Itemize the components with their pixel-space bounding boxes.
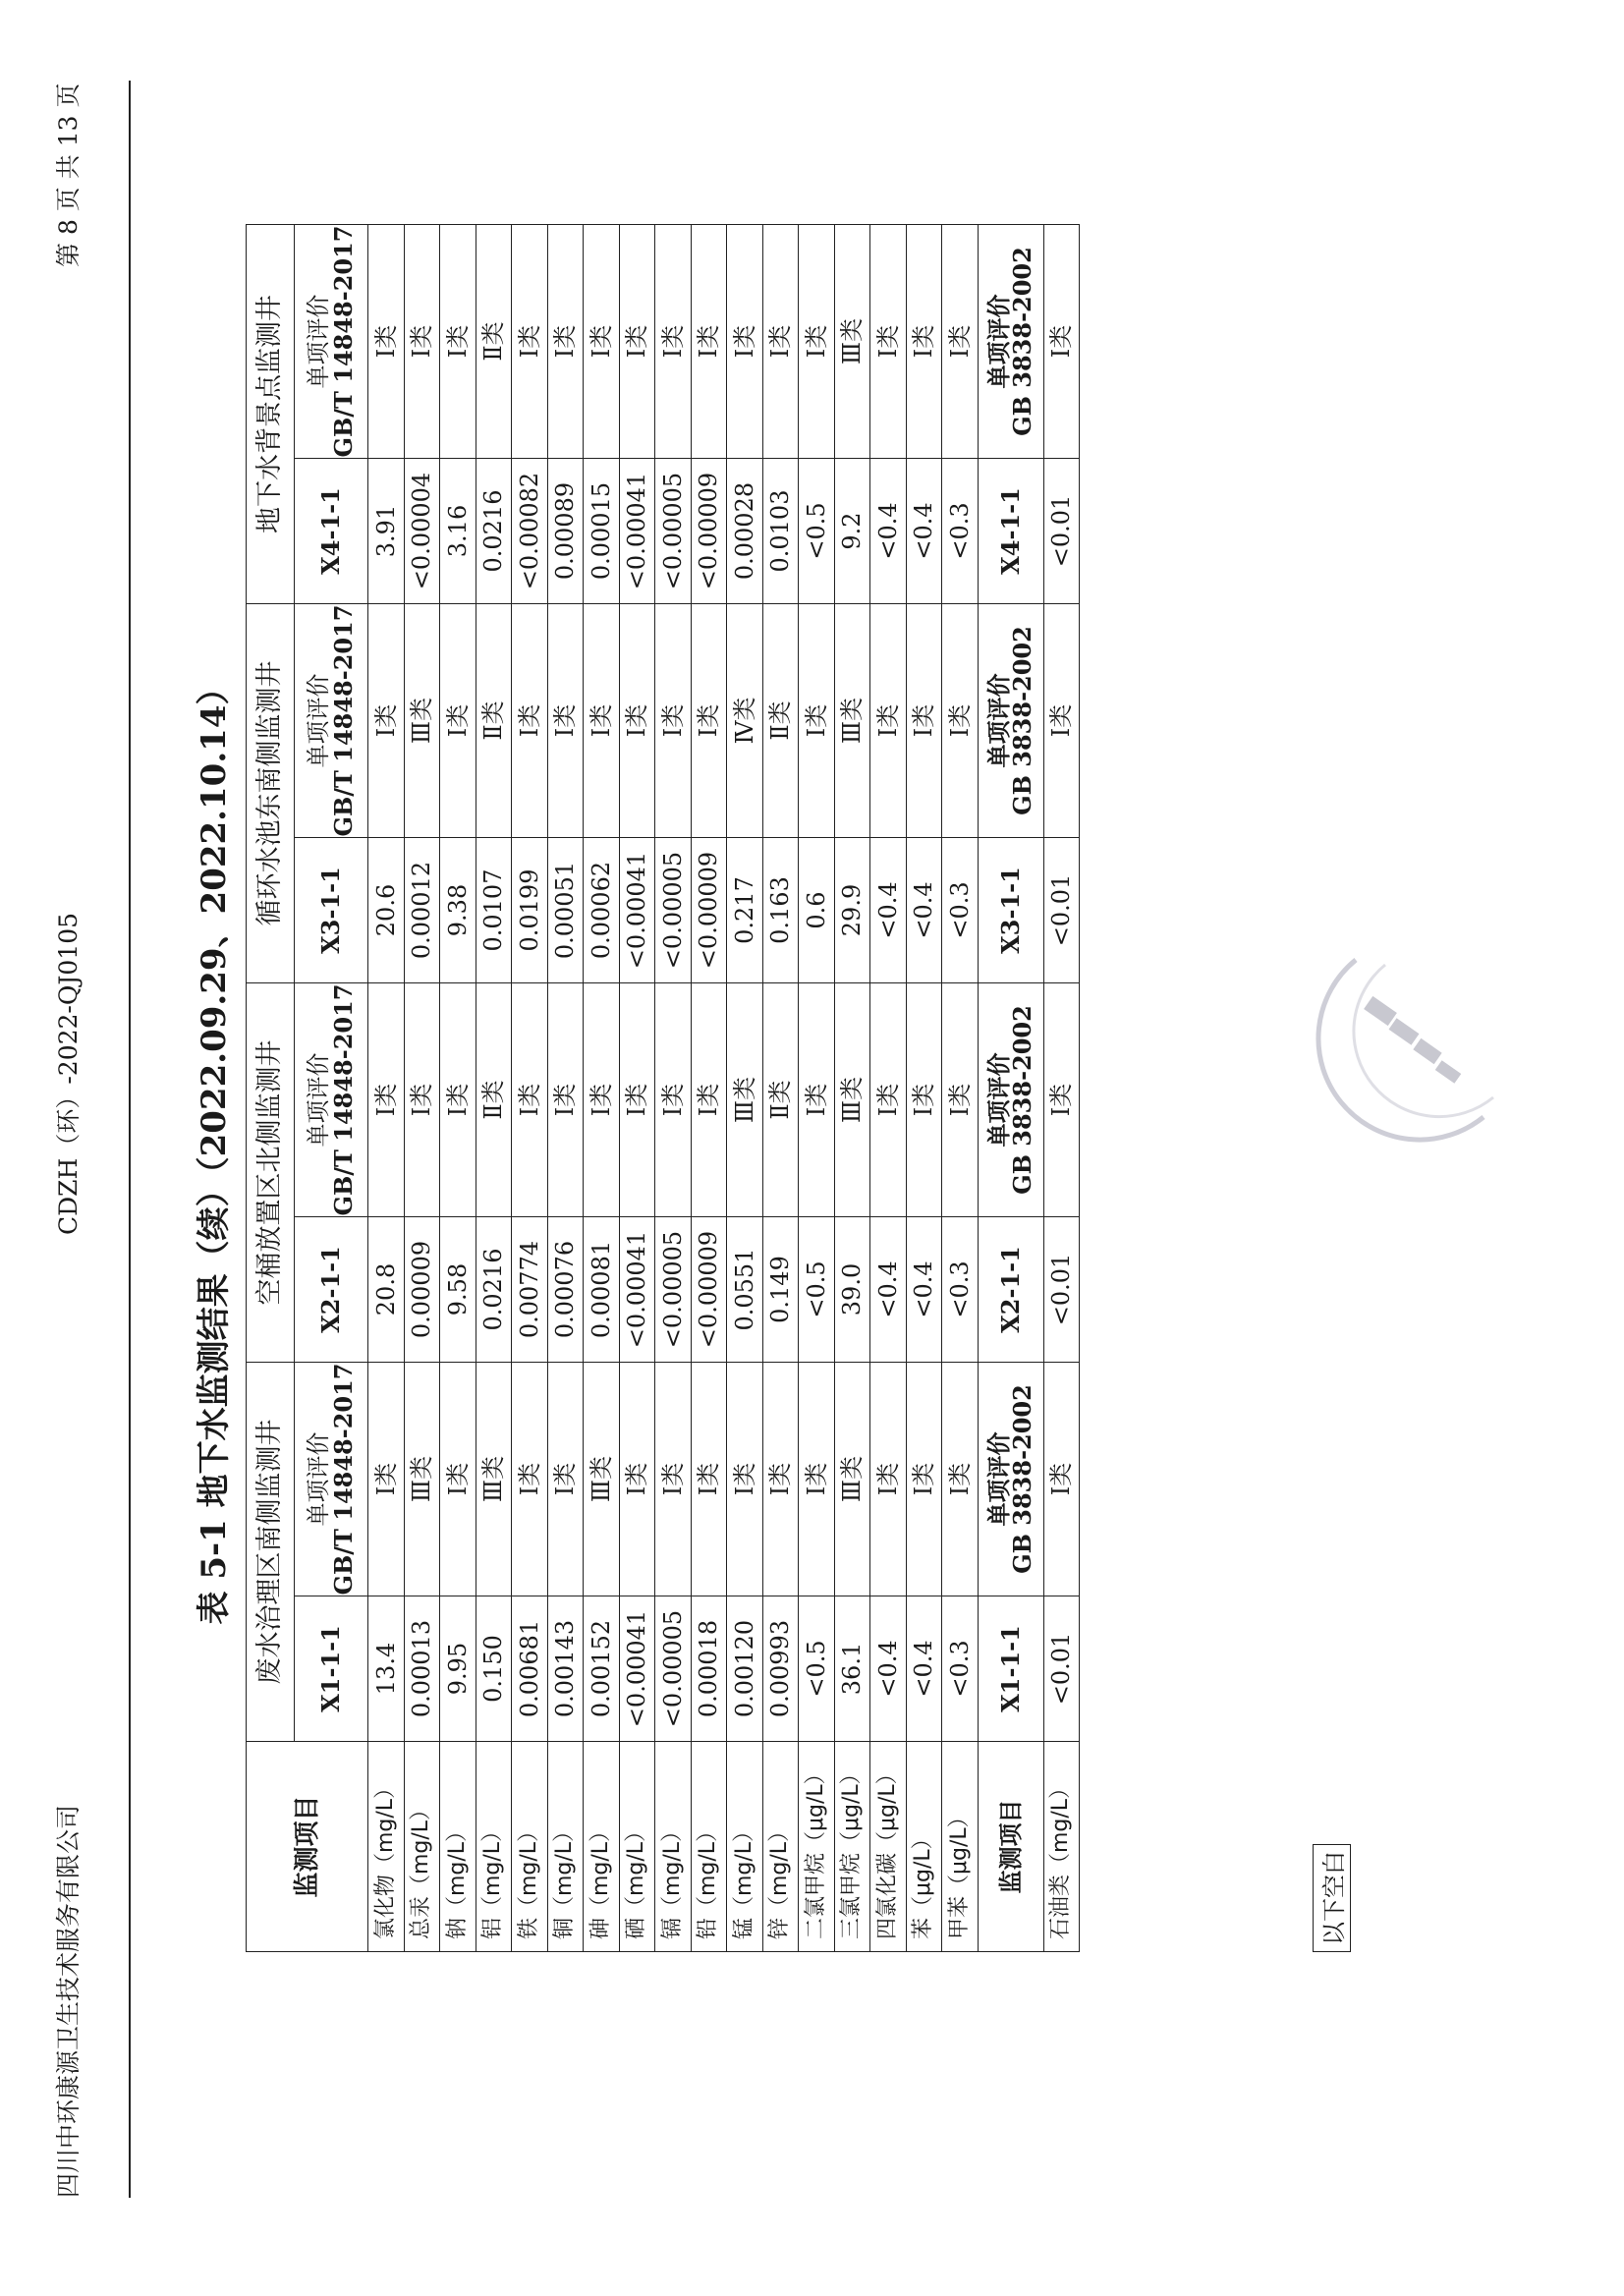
measured-value: <0.4 <box>870 1217 907 1363</box>
eval-header: 单项评价 GB/T 14848-2017 <box>295 1363 368 1596</box>
measured-value: <0.4 <box>870 459 907 604</box>
measured-value: <0.00009 <box>691 459 727 604</box>
evaluation-class: Ⅲ类 <box>404 1363 440 1596</box>
parameter-name: 砷（mg/L） <box>584 1742 620 1952</box>
measured-value: 9.58 <box>440 1217 476 1363</box>
document-number: CDZH（环）-2022-QJ0105 <box>54 912 83 1235</box>
end-of-table-note: 以下空白 <box>1313 1844 1351 1952</box>
measured-value: <0.00005 <box>655 1596 692 1742</box>
evaluation-class: Ⅰ类 <box>404 225 440 459</box>
evaluation-class: Ⅰ类 <box>584 604 620 838</box>
table-row <box>834 225 870 1952</box>
measured-value: <0.3 <box>942 1217 979 1363</box>
evaluation-class: Ⅰ类 <box>440 604 476 838</box>
parameter-name: 铝（mg/L） <box>476 1742 512 1952</box>
evaluation-class: Ⅰ类 <box>619 225 655 459</box>
measured-value: 0.00018 <box>691 1596 727 1742</box>
evaluation-class: Ⅰ类 <box>799 225 835 459</box>
measured-value: 3.91 <box>368 459 405 604</box>
evaluation-class: Ⅰ类 <box>906 225 942 459</box>
results-body <box>368 225 979 1952</box>
evaluation-class: Ⅰ类 <box>655 983 692 1217</box>
parameter-name: 铅（mg/L） <box>691 1742 727 1952</box>
measured-value: <0.01 <box>1043 1217 1080 1363</box>
table-row <box>727 225 763 1952</box>
measured-value: <0.00041 <box>619 1596 655 1742</box>
evaluation-class: Ⅲ类 <box>834 1363 870 1596</box>
measured-value: <0.4 <box>906 1217 942 1363</box>
evaluation-class: Ⅰ类 <box>799 1363 835 1596</box>
evaluation-class: Ⅲ类 <box>476 1363 512 1596</box>
parameter-name: 苯（μg/L） <box>906 1742 942 1952</box>
evaluation-class: Ⅰ类 <box>727 1363 763 1596</box>
evaluation-class: Ⅰ类 <box>512 225 548 459</box>
evaluation-class: Ⅰ类 <box>547 983 584 1217</box>
measured-value: <0.4 <box>870 838 907 983</box>
table-row <box>655 225 692 1952</box>
measured-value: 0.00076 <box>547 1217 584 1363</box>
evaluation-class: Ⅰ类 <box>942 983 979 1217</box>
measured-value: <0.01 <box>1043 838 1080 983</box>
company-name: 四川中环康源卫生技术服务有限公司 <box>54 1804 83 2198</box>
measured-value: <0.3 <box>942 838 979 983</box>
measured-value: 0.0551 <box>727 1217 763 1363</box>
parameter-name: 三氯甲烷（μg/L） <box>834 1742 870 1952</box>
evaluation-class: Ⅰ类 <box>368 983 405 1217</box>
parameter-name: 石油类（mg/L） <box>1043 1742 1080 1952</box>
evaluation-class: Ⅰ类 <box>691 983 727 1217</box>
site-code: X3-1-1 <box>978 838 1043 983</box>
measured-value: 0.00089 <box>547 459 584 604</box>
measured-value: <0.00041 <box>619 838 655 983</box>
evaluation-class: Ⅰ类 <box>512 1363 548 1596</box>
evaluation-class: Ⅰ类 <box>440 1363 476 1596</box>
table-row <box>476 225 512 1952</box>
site-code: X4-1-1 <box>978 459 1043 604</box>
group-header: 循环水池东南侧监测井 <box>247 604 295 983</box>
evaluation-class: Ⅰ类 <box>691 1363 727 1596</box>
measured-value: 0.00143 <box>547 1596 584 1742</box>
evaluation-class: Ⅰ类 <box>619 983 655 1217</box>
group-header: 地下水背景点监测井 <box>247 225 295 604</box>
evaluation-class: Ⅰ类 <box>440 983 476 1217</box>
measured-value: 3.16 <box>440 459 476 604</box>
section2-body <box>1043 225 1080 1952</box>
measured-value: <0.4 <box>906 838 942 983</box>
measured-value: <0.4 <box>870 1596 907 1742</box>
evaluation-class: Ⅰ类 <box>1043 225 1080 459</box>
measured-value: 36.1 <box>834 1596 870 1742</box>
seal-stamp-icon <box>1297 921 1533 1156</box>
measured-value: 0.6 <box>799 838 835 983</box>
measured-value: 0.00993 <box>762 1596 799 1742</box>
evaluation-class: Ⅰ类 <box>1043 1363 1080 1596</box>
evaluation-class: Ⅲ类 <box>584 1363 620 1596</box>
measured-value: <0.00005 <box>655 459 692 604</box>
measured-value: 0.00012 <box>404 838 440 983</box>
measured-value: 0.00120 <box>727 1596 763 1742</box>
evaluation-class: Ⅰ类 <box>368 1363 405 1596</box>
evaluation-class: Ⅰ类 <box>762 1363 799 1596</box>
measured-value: <0.5 <box>799 1596 835 1742</box>
measured-value: 0.00009 <box>404 1217 440 1363</box>
measured-value: <0.00041 <box>619 1217 655 1363</box>
site-code: X1-1-1 <box>295 1596 368 1742</box>
measured-value: 0.00062 <box>584 838 620 983</box>
parameter-name: 总汞（mg/L） <box>404 1742 440 1952</box>
evaluation-class: Ⅰ类 <box>727 225 763 459</box>
table-row <box>619 225 655 1952</box>
measured-value: <0.00005 <box>655 838 692 983</box>
evaluation-class: Ⅱ类 <box>476 604 512 838</box>
measured-value: <0.00005 <box>655 1217 692 1363</box>
measured-value: 9.2 <box>834 459 870 604</box>
measured-value: 0.217 <box>727 838 763 983</box>
parameter-name: 二氯甲烷（μg/L） <box>799 1742 835 1952</box>
page-number: 第 8 页 共 13 页 <box>54 83 83 267</box>
eval-header: 单项评价 GB 3838-2002 <box>978 604 1043 838</box>
evaluation-class: Ⅰ类 <box>655 225 692 459</box>
eval-header: 单项评价 GB 3838-2002 <box>978 1363 1043 1596</box>
site-code: X1-1-1 <box>978 1596 1043 1742</box>
evaluation-class: Ⅰ类 <box>870 1363 907 1596</box>
measured-value: <0.01 <box>1043 459 1080 604</box>
measured-value: 0.150 <box>476 1596 512 1742</box>
evaluation-class: Ⅲ类 <box>834 604 870 838</box>
subheader-row <box>295 225 368 1952</box>
eval-header: 单项评价 GB 3838-2002 <box>978 225 1043 459</box>
evaluation-class: Ⅰ类 <box>870 604 907 838</box>
measured-value: <0.3 <box>942 1596 979 1742</box>
evaluation-class: Ⅰ类 <box>368 225 405 459</box>
parameter-name: 硒（mg/L） <box>619 1742 655 1952</box>
table-title: 表 5-1 地下水监测结果（续）（2022.09.29、2022.10.14） <box>195 671 234 1625</box>
measured-value: <0.00082 <box>512 459 548 604</box>
table-row <box>762 225 799 1952</box>
evaluation-class: Ⅲ类 <box>727 983 763 1217</box>
measured-value: 0.149 <box>762 1217 799 1363</box>
evaluation-class: Ⅰ类 <box>942 1363 979 1596</box>
table-row <box>368 225 405 1952</box>
measured-value: 0.163 <box>762 838 799 983</box>
measured-value: 0.0199 <box>512 838 548 983</box>
parameter-name: 甲苯（μg/L） <box>942 1742 979 1952</box>
evaluation-class: Ⅰ类 <box>547 1363 584 1596</box>
measured-value: <0.01 <box>1043 1596 1080 1742</box>
measured-value: 0.00051 <box>547 838 584 983</box>
evaluation-class: Ⅰ类 <box>512 604 548 838</box>
evaluation-class: Ⅰ类 <box>942 604 979 838</box>
measured-value: <0.5 <box>799 459 835 604</box>
site-code: X3-1-1 <box>295 838 368 983</box>
measured-value: <0.00009 <box>691 1217 727 1363</box>
site-code: X2-1-1 <box>295 1217 368 1363</box>
measured-value: 13.4 <box>368 1596 405 1742</box>
group-header: 废水治理区南侧监测井 <box>247 1363 295 1742</box>
evaluation-class: Ⅰ类 <box>404 983 440 1217</box>
measured-value: 9.95 <box>440 1596 476 1742</box>
evaluation-class: Ⅰ类 <box>584 225 620 459</box>
table-row <box>799 225 835 1952</box>
measured-value: 0.00681 <box>512 1596 548 1742</box>
parameter-name: 铜（mg/L） <box>547 1742 584 1952</box>
section2-header-row <box>978 225 1043 1952</box>
group-header-row <box>247 225 295 1952</box>
measured-value: 20.6 <box>368 838 405 983</box>
eval-header: 单项评价 GB 3838-2002 <box>978 983 1043 1217</box>
header-rule <box>129 81 131 2198</box>
parameter-name: 氯化物（mg/L） <box>368 1742 405 1952</box>
evaluation-class: Ⅰ类 <box>655 604 692 838</box>
site-code: X2-1-1 <box>978 1217 1043 1363</box>
evaluation-class: Ⅳ类 <box>727 604 763 838</box>
evaluation-class: Ⅰ类 <box>619 604 655 838</box>
measured-value: 0.0216 <box>476 459 512 604</box>
measured-value: <0.00009 <box>691 838 727 983</box>
evaluation-class: Ⅲ类 <box>834 225 870 459</box>
evaluation-class: Ⅰ类 <box>368 604 405 838</box>
evaluation-class: Ⅰ类 <box>906 983 942 1217</box>
evaluation-class: Ⅰ类 <box>1043 604 1080 838</box>
measured-value: 0.00015 <box>584 459 620 604</box>
evaluation-class: Ⅰ类 <box>547 604 584 838</box>
measured-value: 0.0103 <box>762 459 799 604</box>
parameter-name: 四氯化碳（μg/L） <box>870 1742 907 1952</box>
evaluation-class: Ⅰ类 <box>799 604 835 838</box>
table-row <box>870 225 907 1952</box>
evaluation-class: Ⅰ类 <box>512 983 548 1217</box>
measured-value: 0.00081 <box>584 1217 620 1363</box>
measured-value: 0.00028 <box>727 459 763 604</box>
evaluation-class: Ⅰ类 <box>799 983 835 1217</box>
measured-value: <0.3 <box>942 459 979 604</box>
parameter-name: 镉（mg/L） <box>655 1742 692 1952</box>
measured-value: <0.4 <box>906 459 942 604</box>
evaluation-class: Ⅱ类 <box>476 225 512 459</box>
evaluation-class: Ⅰ类 <box>870 225 907 459</box>
measured-value: 39.0 <box>834 1217 870 1363</box>
table-row <box>512 225 548 1952</box>
measured-value: 0.0216 <box>476 1217 512 1363</box>
evaluation-class: Ⅲ类 <box>834 983 870 1217</box>
param-header: 监测项目 <box>978 1742 1043 1952</box>
groundwater-results-table <box>246 224 1080 1952</box>
table-row <box>584 225 620 1952</box>
param-header: 监测项目 <box>247 1742 368 1952</box>
evaluation-class: Ⅲ类 <box>404 604 440 838</box>
measured-value: 29.9 <box>834 838 870 983</box>
evaluation-class: Ⅰ类 <box>906 604 942 838</box>
parameter-name: 锌（mg/L） <box>762 1742 799 1952</box>
parameter-name: 钠（mg/L） <box>440 1742 476 1952</box>
measured-value: <0.5 <box>799 1217 835 1363</box>
evaluation-class: Ⅰ类 <box>762 225 799 459</box>
parameter-name: 铁（mg/L） <box>512 1742 548 1952</box>
measured-value: 0.00774 <box>512 1217 548 1363</box>
site-code: X4-1-1 <box>295 459 368 604</box>
measured-value: <0.00004 <box>404 459 440 604</box>
evaluation-class: Ⅰ类 <box>870 983 907 1217</box>
evaluation-class: Ⅰ类 <box>691 604 727 838</box>
measured-value: 0.0107 <box>476 838 512 983</box>
evaluation-class: Ⅱ类 <box>762 604 799 838</box>
measured-value: 20.8 <box>368 1217 405 1363</box>
table-row <box>404 225 440 1952</box>
table-row <box>547 225 584 1952</box>
measured-value: 9.38 <box>440 838 476 983</box>
measured-value: 0.00152 <box>584 1596 620 1742</box>
table-row <box>691 225 727 1952</box>
evaluation-class: Ⅰ类 <box>906 1363 942 1596</box>
eval-header: 单项评价 GB/T 14848-2017 <box>295 983 368 1217</box>
table-row <box>906 225 942 1952</box>
evaluation-class: Ⅱ类 <box>762 983 799 1217</box>
measured-value: 0.00013 <box>404 1596 440 1742</box>
evaluation-class: Ⅰ类 <box>1043 983 1080 1217</box>
group-header: 空桶放置区北侧监测井 <box>247 983 295 1363</box>
eval-header: 单项评价 GB/T 14848-2017 <box>295 604 368 838</box>
table-row <box>942 225 979 1952</box>
eval-header: 单项评价 GB/T 14848-2017 <box>295 225 368 459</box>
evaluation-class: Ⅱ类 <box>476 983 512 1217</box>
table-row <box>440 225 476 1952</box>
evaluation-class: Ⅰ类 <box>584 983 620 1217</box>
table-row <box>1043 225 1080 1952</box>
evaluation-class: Ⅰ类 <box>942 225 979 459</box>
measured-value: <0.4 <box>906 1596 942 1742</box>
evaluation-class: Ⅰ类 <box>619 1363 655 1596</box>
measured-value: <0.00041 <box>619 459 655 604</box>
evaluation-class: Ⅰ类 <box>655 1363 692 1596</box>
evaluation-class: Ⅰ类 <box>440 225 476 459</box>
section2-header <box>978 225 1043 1952</box>
evaluation-class: Ⅰ类 <box>547 225 584 459</box>
parameter-name: 锰（mg/L） <box>727 1742 763 1952</box>
evaluation-class: Ⅰ类 <box>691 225 727 459</box>
